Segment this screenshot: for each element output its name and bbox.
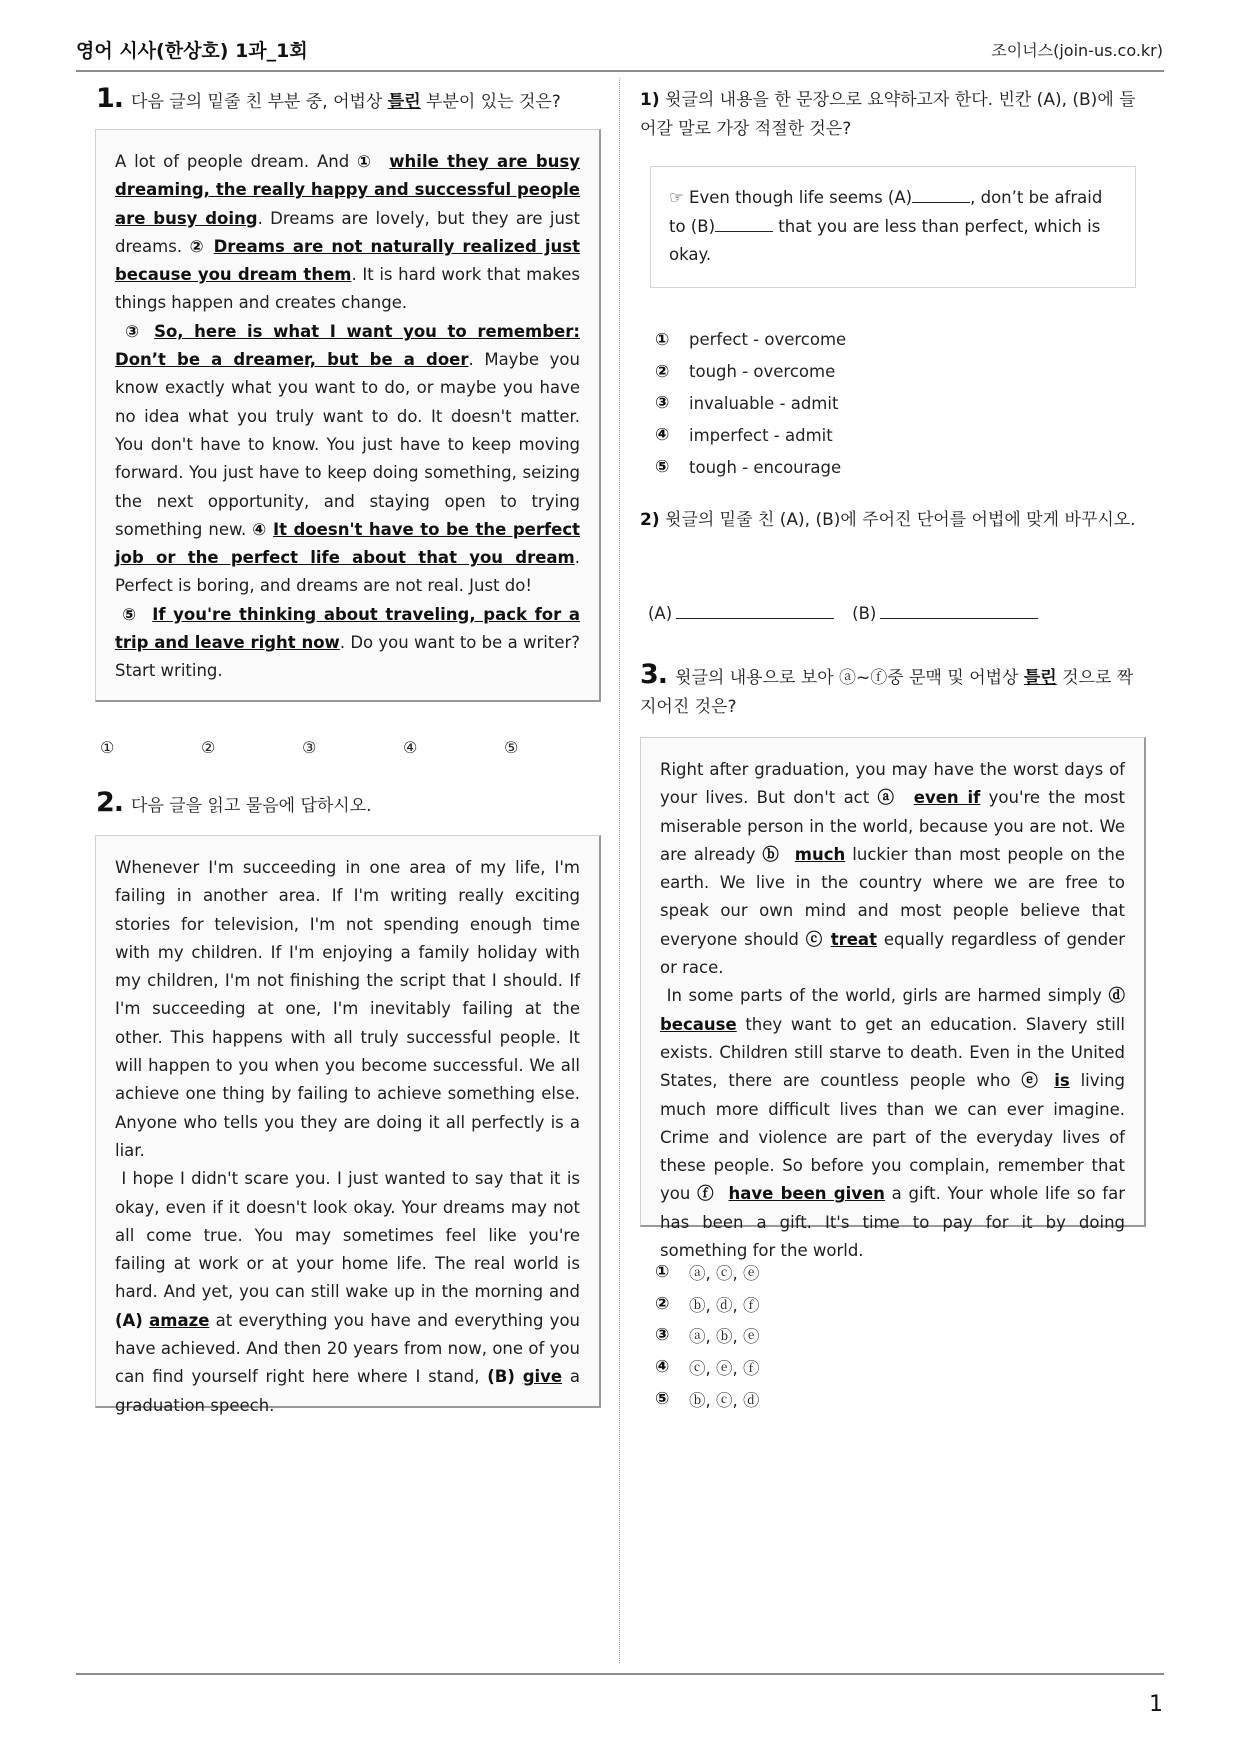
option-2[interactable]: ② ⓑ, ⓓ, ⓕ xyxy=(655,1293,760,1315)
worksheet-title: 영어 시사(한상호) 1과_1회 xyxy=(76,40,308,62)
marker-a: ⓐ xyxy=(877,788,898,808)
subquestion-1-options xyxy=(655,324,846,483)
blank-b xyxy=(715,217,773,232)
publisher-site: 조이너스(join-us.co.kr) xyxy=(991,41,1163,60)
underlined-b: much xyxy=(794,844,846,864)
underlined-phrase-3: So, here is what I want you to remember: Don’t be a dreamer, but be a doer xyxy=(115,321,580,370)
answer-field-b[interactable] xyxy=(880,604,1038,619)
option-5[interactable]: ⑤ ⓑ, ⓒ, ⓓ xyxy=(655,1389,760,1411)
underlined-a: even if xyxy=(913,788,981,808)
pointing-hand-icon: ☞ xyxy=(669,188,684,207)
marker-4: ④ xyxy=(252,519,267,539)
underlined-d: because xyxy=(660,1014,737,1034)
option-3[interactable]: ③ invaluable - admit xyxy=(655,393,839,414)
underlined-f: have been given xyxy=(728,1184,885,1204)
question-2-heading: 2. 다음 글을 읽고 물음에 답하시오. xyxy=(96,787,372,818)
underlined-e: is xyxy=(1054,1071,1070,1091)
choice-3[interactable]: ③ xyxy=(302,738,317,757)
marker-c: ⓒ xyxy=(805,929,824,949)
underlined-c: treat xyxy=(830,929,877,949)
marker-1: ① xyxy=(357,152,374,171)
question-3-passage: Right after graduation, you may have the worst days of your lives. But don't act ⓐ even if you're the most miserable person in the world, because you are not. We are already ⓑ much luckier than most people on the earth. We live in the country where we are free to speak our own mind and most people believe that everyone should ⓒ treat equally regardless of gender or race. In some parts of the world, girls are harmed simply ⓓ because they want to get an education. Slavery still exists. Children still starve to death. Even in the United States, there are countless people who ⓔ is living much more difficult lives than we can ever imagine. Crime and violence are part of the everyday lives of these people. So before you complain, remember that you ⓕ have been given a gift. Your whole life so far has been a gift. It's time to pay for it by doing something for the world. xyxy=(640,737,1146,1227)
subquestion-1-heading: 1) 윗글의 내용을 한 문장으로 요약하고자 한다. 빈칸 (A), (B)에 들어갈 말로 가장 적절한 것은? xyxy=(640,90,1136,139)
marker-3: ③ xyxy=(125,321,144,341)
blank-a xyxy=(912,188,970,203)
question-2-passage: Whenever I'm succeeding in one area of my life, I'm failing in another area. If I'm writing really exciting stories for television, I'm not spending enough time with my children. If I'm enjoying a family holiday with my children, I'm not finishing the script that I should. If I'm succeeding at one, I'm inevitably failing at the other. This happens with all truly successful people. It will happen to you when you become successful. We all achieve one thing by failing to achieve something else. Anyone who tells you they are doing it all perfectly is a liar. I hope I didn't scare you. I just wanted to say that it is okay, even if it doesn't look okay. Your dreams may not all come true. You may sometimes feel like you're failing at work or at your home life. The real world is hard. And yet, you can still wake up in the morning and (A) amaze at everything you have and everything you have achieved. And then 20 years from now, one of you can find yourself right here where I stand, (B) give a graduation speech. xyxy=(95,835,601,1408)
option-2[interactable]: ② tough - overcome xyxy=(655,361,836,382)
header-divider xyxy=(76,70,1164,72)
subquestion-2-heading: 2) 윗글의 밑줄 친 (A), (B)에 주어진 단어를 어법에 맞게 바꾸시오. xyxy=(640,510,1136,530)
option-5[interactable]: ⑤ tough - encourage xyxy=(655,457,842,478)
question-3-options xyxy=(655,1256,759,1415)
summary-sentence-box: ☞ Even though life seems (A) , don’t be afraid to (B) that you are less than perfect, which is okay. xyxy=(650,166,1136,288)
question-number: 3. xyxy=(640,659,668,690)
underlined-phrase-1: while they are busy dreaming, the really happy and successful people are busy doing xyxy=(115,152,580,228)
marker-d: ⓓ xyxy=(1108,986,1125,1006)
option-4[interactable]: ④ ⓒ, ⓔ, ⓕ xyxy=(655,1357,760,1379)
underlined-phrase-5: If you're thinking about traveling, pack for a trip and leave right now xyxy=(115,604,580,653)
page-number: 1 xyxy=(1149,1692,1163,1717)
word-a: amaze xyxy=(149,1310,210,1330)
choice-1[interactable]: ① xyxy=(100,738,115,757)
marker-f: ⓕ xyxy=(697,1184,716,1204)
underlined-phrase-4: It doesn't have to be the perfect job or the perfect life about that you dream xyxy=(115,519,581,568)
underlined-phrase-2: Dreams are not naturally realized just because you dream them xyxy=(115,236,580,285)
question-3-heading: 3. 윗글의 내용으로 보아 ⓐ~ⓕ중 문맥 및 어법상 틀린 것으로 짝지어진 것은? xyxy=(640,659,1134,717)
marker-2: ② xyxy=(189,236,206,256)
question-number: 1. xyxy=(96,83,124,114)
choice-5[interactable]: ⑤ xyxy=(504,738,519,757)
option-1[interactable]: ① perfect - overcome xyxy=(655,329,847,350)
answer-lines: (A) (B) xyxy=(648,604,1056,623)
blank-b-label: (B) xyxy=(487,1367,515,1387)
marker-5: ⑤ xyxy=(122,604,138,624)
question-1-heading: 1. 다음 글의 밑줄 친 부분 중, 어법상 틀린 부분이 있는 것은? xyxy=(96,83,561,114)
blank-a-label: (A) xyxy=(115,1310,143,1330)
column-divider xyxy=(619,78,620,1663)
choice-4[interactable]: ④ xyxy=(403,738,418,757)
option-1[interactable]: ① ⓐ, ⓒ, ⓔ xyxy=(655,1261,760,1283)
footer-divider xyxy=(76,1673,1164,1675)
choice-2[interactable]: ② xyxy=(201,738,216,757)
marker-e: ⓔ xyxy=(1021,1071,1044,1091)
option-4[interactable]: ④ imperfect - admit xyxy=(655,425,833,446)
option-3[interactable]: ③ ⓐ, ⓑ, ⓔ xyxy=(655,1325,760,1347)
word-b: give xyxy=(522,1367,563,1387)
question-1-passage: A lot of people dream. And ① while they are busy dreaming, the really happy and successful people are busy doing. Dreams are lovely, but they are just dreams. ② Dreams are not naturally realized just because you dream them. It is hard work that makes things happen and creates change. ③ So, here is what I want you to remember: Don’t be a dreamer, but be a doer. Maybe you know exactly what you want to do, or maybe you have no idea what you truly want to do. It doesn't matter. You don't have to know. You just have to keep moving forward. You just have to keep doing something, seizing the next opportunity, and staying open to trying something new. ④ It doesn't have to be the perfect job or the perfect life about that you dream. Perfect is boring, and dreams are not real. Just do! ⑤ If you're thinking about traveling, pack for a trip and leave right now. Do you want to be a writer? Start writing. xyxy=(95,129,601,702)
marker-b: ⓑ xyxy=(762,844,781,864)
question-number: 2. xyxy=(96,787,124,818)
answer-field-a[interactable] xyxy=(676,604,834,619)
